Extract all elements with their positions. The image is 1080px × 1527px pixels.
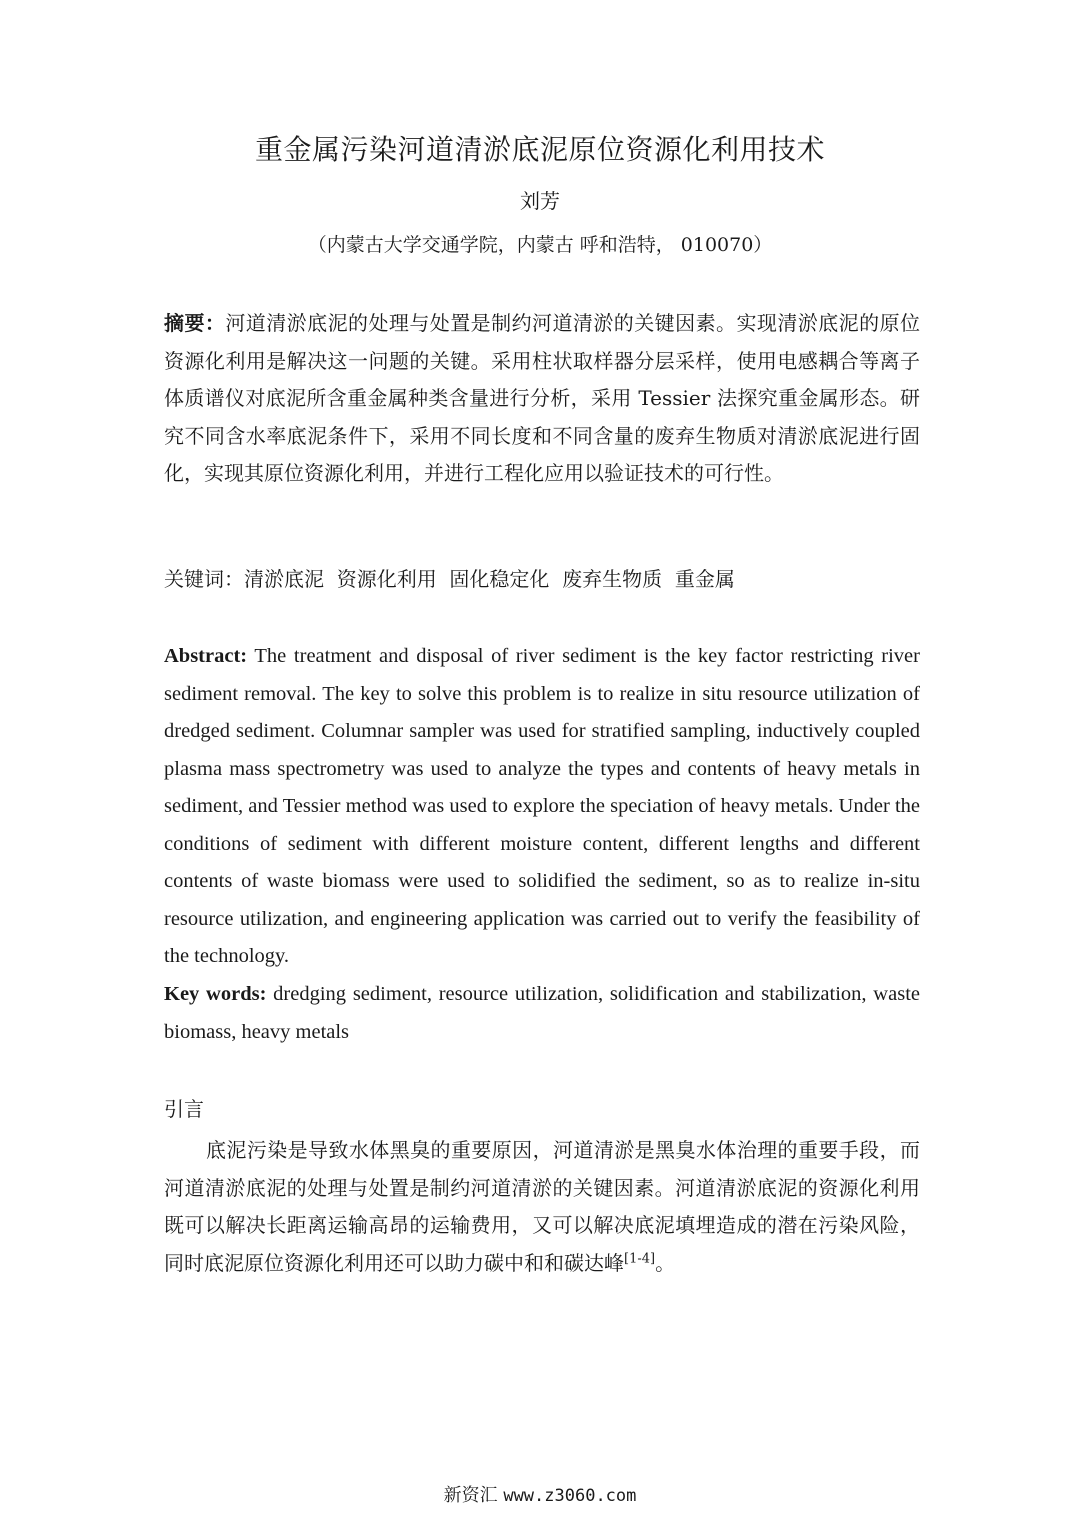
- page-footer: [0, 1482, 1080, 1510]
- introduction-end: 。: [655, 1250, 676, 1275]
- english-keywords-label: Key words:: [164, 983, 267, 1005]
- introduction-paragraph: [164, 1132, 920, 1282]
- author-affiliation: （内蒙古大学交通学院，内蒙古 呼和浩特， 010070）: [307, 234, 773, 256]
- english-keywords: [164, 976, 920, 1051]
- introduction-text: 底泥污染是导致水体黑臭的重要原因，河道清淤是黑臭水体治理的重要手段，而河道清淤底泥的处理与处置是制约河道清淤的关键因素。河道清淤底泥的资源化利用既可以解决长距离运输高昂的运输费用，又可以解决底泥填埋造成的潜在污染风险，同时底泥原位资源化利用还可以助力碳中和和碳达峰: [164, 1138, 920, 1275]
- chinese-abstract-label: 摘要：: [164, 311, 226, 335]
- chinese-keywords-label: 关键词：: [164, 567, 244, 591]
- footer-url-link[interactable]: www.z3060.com: [503, 1486, 637, 1506]
- chinese-abstract: [164, 305, 920, 493]
- citation-reference[interactable]: [1-4]: [624, 1250, 656, 1266]
- introduction-heading: 引言: [164, 1097, 204, 1121]
- chinese-keywords: [164, 561, 920, 599]
- chinese-keywords-text: 清淤底泥 资源化利用 固化稳定化 废弃生物质 重金属: [244, 567, 735, 591]
- english-keywords-text: dredging sediment, resource utilization, solidification and stabilization, waste biomass, heavy metals: [164, 983, 920, 1043]
- english-abstract-label: Abstract:: [164, 645, 248, 667]
- english-abstract: [164, 638, 920, 976]
- author-name: 刘芳: [520, 189, 560, 213]
- footer-site-name: 新资汇: [443, 1485, 498, 1506]
- paper-title: 重金属污染河道清淤底泥原位资源化利用技术: [254, 133, 825, 166]
- english-abstract-text: The treatment and disposal of river sediment is the key factor restricting river sediment removal. The key to solve this problem is to realize in situ resource utilization of dredged sediment. Columnar sampler was used for stratified sampling, inductively coupled plasma mass spectrometry was used to analyze the types and contents of heavy metals in sediment, and Tessier method was used to explore the speciation of heavy metals. Under the conditions of sediment with different moisture content, different lengths and different contents of waste biomass were used to solidified the sediment, so as to realize in-situ resource utilization, and engineering application was carried out to verify the feasibility of the technology.: [164, 645, 920, 967]
- chinese-abstract-text: 河道清淤底泥的处理与处置是制约河道清淤的关键因素。实现清淤底泥的原位资源化利用是解决这一问题的关键。采用柱状取样器分层采样，使用电感耦合等离子体质谱仪对底泥所含重金属种类含量进行分析，采用 Tessier 法探究重金属形态。研究不同含水率底泥条件下，采用不同长度和不同含量的废弃生物质对清淤底泥进行固化，实现其原位资源化利用，并进行工程化应用以验证技术的可行性。: [164, 311, 921, 485]
